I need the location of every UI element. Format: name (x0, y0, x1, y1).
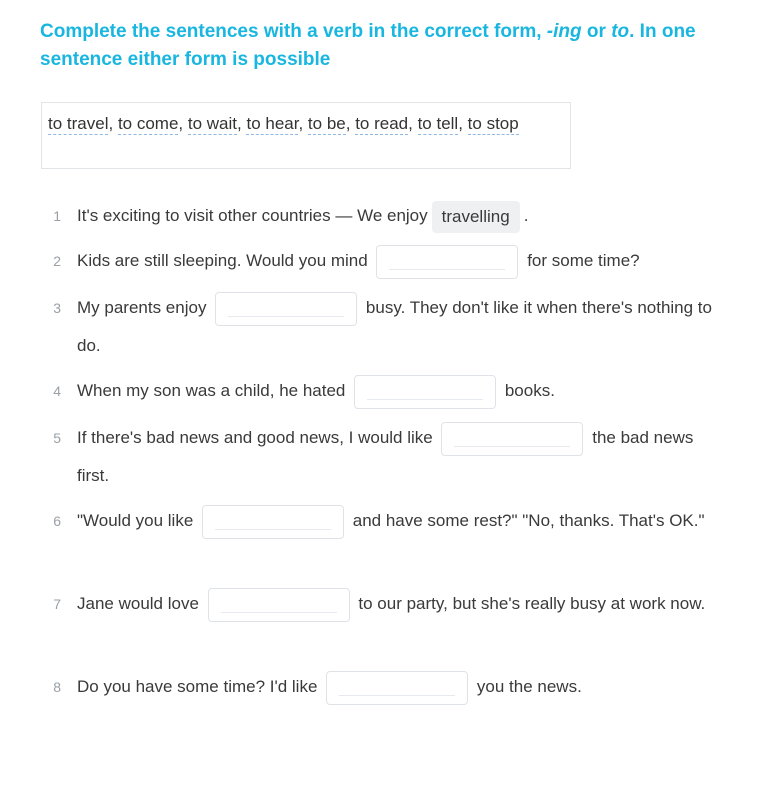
instructions-to: to (611, 21, 630, 42)
word-bank-item[interactable]: to hear (246, 114, 299, 133)
word-bank-item[interactable]: to travel (48, 114, 109, 133)
sentence-text: the bad news first. (77, 428, 694, 485)
sentence-text: Do you have some time? I'd like (77, 677, 318, 696)
answer-filled[interactable]: travelling (432, 201, 520, 233)
answer-blank-input[interactable] (208, 588, 350, 622)
word-bank (41, 102, 571, 169)
answer-blank-input[interactable] (215, 292, 357, 326)
sentence-number: 7 (53, 596, 61, 612)
word-bank-separator: , (408, 114, 418, 133)
answer-blank-input[interactable] (326, 671, 468, 705)
word-bank-item[interactable]: to read (355, 114, 409, 133)
instructions-text: Complete the sentences with a verb in the correct form, (40, 21, 547, 42)
answer-blank-input[interactable] (441, 422, 583, 456)
sentence-1 (40, 197, 720, 235)
sentence-number: 6 (53, 513, 61, 529)
answer-blank-input[interactable] (202, 505, 344, 539)
answer-blank-input[interactable] (376, 245, 518, 279)
exercise-instructions (40, 18, 720, 74)
sentence-text: When my son was a child, he hated (77, 381, 346, 400)
sentence-3 (40, 289, 720, 355)
word-bank-separator: , (345, 114, 356, 133)
sentence-text: you the news. (476, 677, 582, 696)
word-bank-item[interactable]: to come (117, 114, 179, 133)
sentence-number: 2 (53, 253, 61, 269)
instructions-or: or (581, 21, 612, 42)
word-bank-item[interactable]: to stop (467, 114, 519, 133)
sentence-7 (40, 585, 720, 623)
sentence-text: Kids are still sleeping. Would you mind (77, 251, 368, 270)
word-bank-separator: , (458, 114, 468, 133)
sentence-number: 8 (53, 679, 61, 695)
sentence-5 (40, 419, 720, 485)
sentence-8 (40, 668, 720, 706)
sentence-text: If there's bad news and good news, I would like (77, 428, 433, 447)
sentence-number: 3 (53, 300, 61, 316)
word-bank-item[interactable]: to wait (187, 114, 238, 133)
answer-blank-input[interactable] (354, 375, 496, 409)
sentence-2 (40, 242, 720, 280)
sentence-text: for some time? (527, 251, 640, 270)
sentence-text: books. (504, 381, 555, 400)
sentence-text: My parents enjoy (77, 298, 207, 317)
sentence-text: and have some rest?" "No, thanks. That's OK." (352, 511, 705, 530)
word-bank-separator: , (178, 114, 188, 133)
sentence-text: to our party, but she's really busy at work now. (358, 594, 706, 613)
sentence-6 (40, 502, 720, 540)
word-bank-separator: , (237, 114, 247, 133)
instructions-text-end: . In one sentence either form is possible (40, 21, 696, 70)
word-bank-separator: , (108, 114, 118, 133)
sentence-number: 4 (53, 383, 61, 399)
word-bank-separator: , (298, 114, 308, 133)
sentence-text: busy. They don't like it when there's nothing to do. (77, 298, 712, 355)
word-bank-item[interactable]: to tell (417, 114, 459, 133)
sentence-4 (40, 372, 720, 410)
sentence-text: Jane would love (77, 594, 199, 613)
sentence-text: It's exciting to visit other countries — We enjoy (77, 206, 428, 225)
sentence-text: . (523, 206, 529, 225)
sentence-number: 1 (53, 208, 61, 224)
sentence-number: 5 (53, 430, 61, 446)
instructions-ing: -ing (546, 21, 582, 42)
word-bank-item[interactable]: to be (307, 114, 346, 133)
sentence-text: "Would you like (77, 511, 194, 530)
